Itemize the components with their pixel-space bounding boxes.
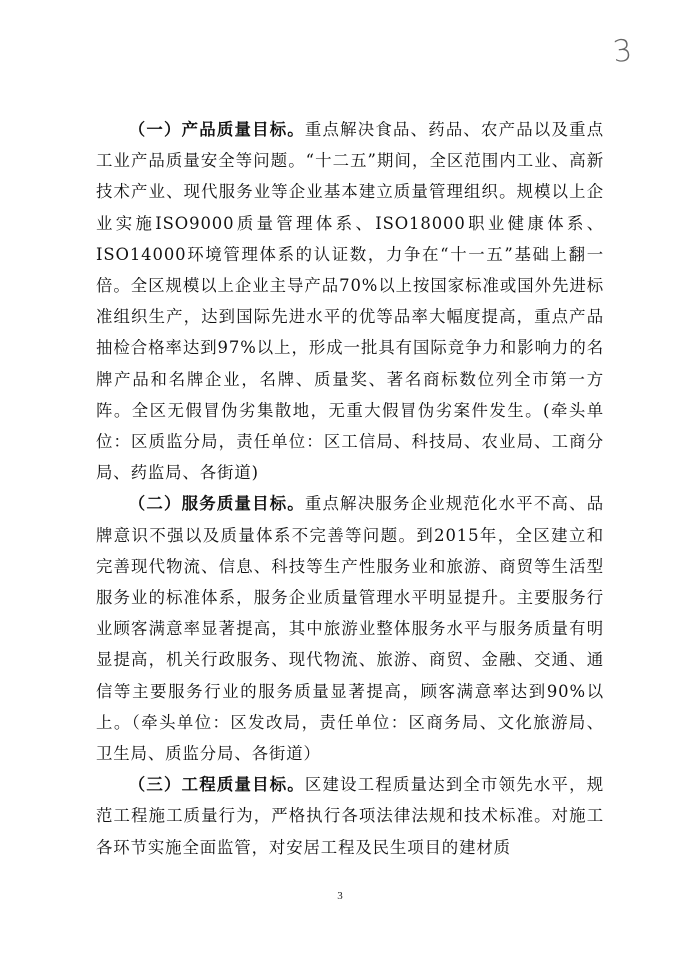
paragraph-product-quality bbox=[96, 114, 604, 488]
paragraph-body: 重点解决食品、药品、农产品以及重点工业产品质量安全等问题。“十二五”期间，全区范围内工业、高新技术产业、现代服务业等企业基本建立质量管理组织。规模以上企业实施ISO9000质量管理体系、ISO18000职业健康体系、ISO14000环境管理体系的认证数，力争在“十一五”基础上翻一倍。全区规模以上企业主导产品70%以上按国家标准或国外先进标准组织生产，达到国际先进水平的优等品率大幅度提高，重点产品抽检合格率达到97%以上，形成一批具有国际竞争力和影响力的名牌产品和名牌企业，名牌、质量奖、著名商标数位列全市第一方阵。全区无假冒伪劣集散地，无重大假冒伪劣案件发生。(牵头单位：区质监分局，责任单位：区工信局、科技局、农业局、工商分局、药监局、各街道) bbox=[96, 120, 604, 483]
handwritten-page-mark: 3 bbox=[611, 33, 634, 70]
paragraph-heading: （二）服务质量目标。 bbox=[128, 494, 305, 514]
paragraph-service-quality bbox=[96, 488, 604, 769]
paragraph-heading: （三）工程质量目标。 bbox=[128, 775, 305, 795]
page-number: 3 bbox=[337, 890, 343, 902]
paragraph-heading: （一）产品质量目标。 bbox=[128, 120, 305, 139]
paragraph-engineering-quality bbox=[96, 769, 604, 863]
paragraph-body: 区建设工程质量达到全市领先水平，规范工程施工质量行为，严格执行各项法律法规和技术标准。对施工各环节实施全面监管，对安居工程及民生项目的建材质 bbox=[96, 775, 604, 857]
body-text bbox=[96, 114, 604, 863]
paragraph-body: 重点解决服务企业规范化水平不高、品牌意识不强以及质量体系不完善等问题。到2015年，全区建立和完善现代物流、信息、科技等生产性服务业和旅游、商贸等生活型服务业的标准体系，服务企业质量管理水平明显提升。主要服务行业顾客满意率显著提高，其中旅游业整体服务水平与服务质量有明显提高，机关行政服务、现代物流、旅游、商贸、金融、交通、通信等主要服务行业的服务质量显著提高，顾客满意率达到90%以上。（牵头单位：区发改局，责任单位：区商务局、文化旅游局、卫生局、质监分局、各街道） bbox=[96, 494, 604, 764]
